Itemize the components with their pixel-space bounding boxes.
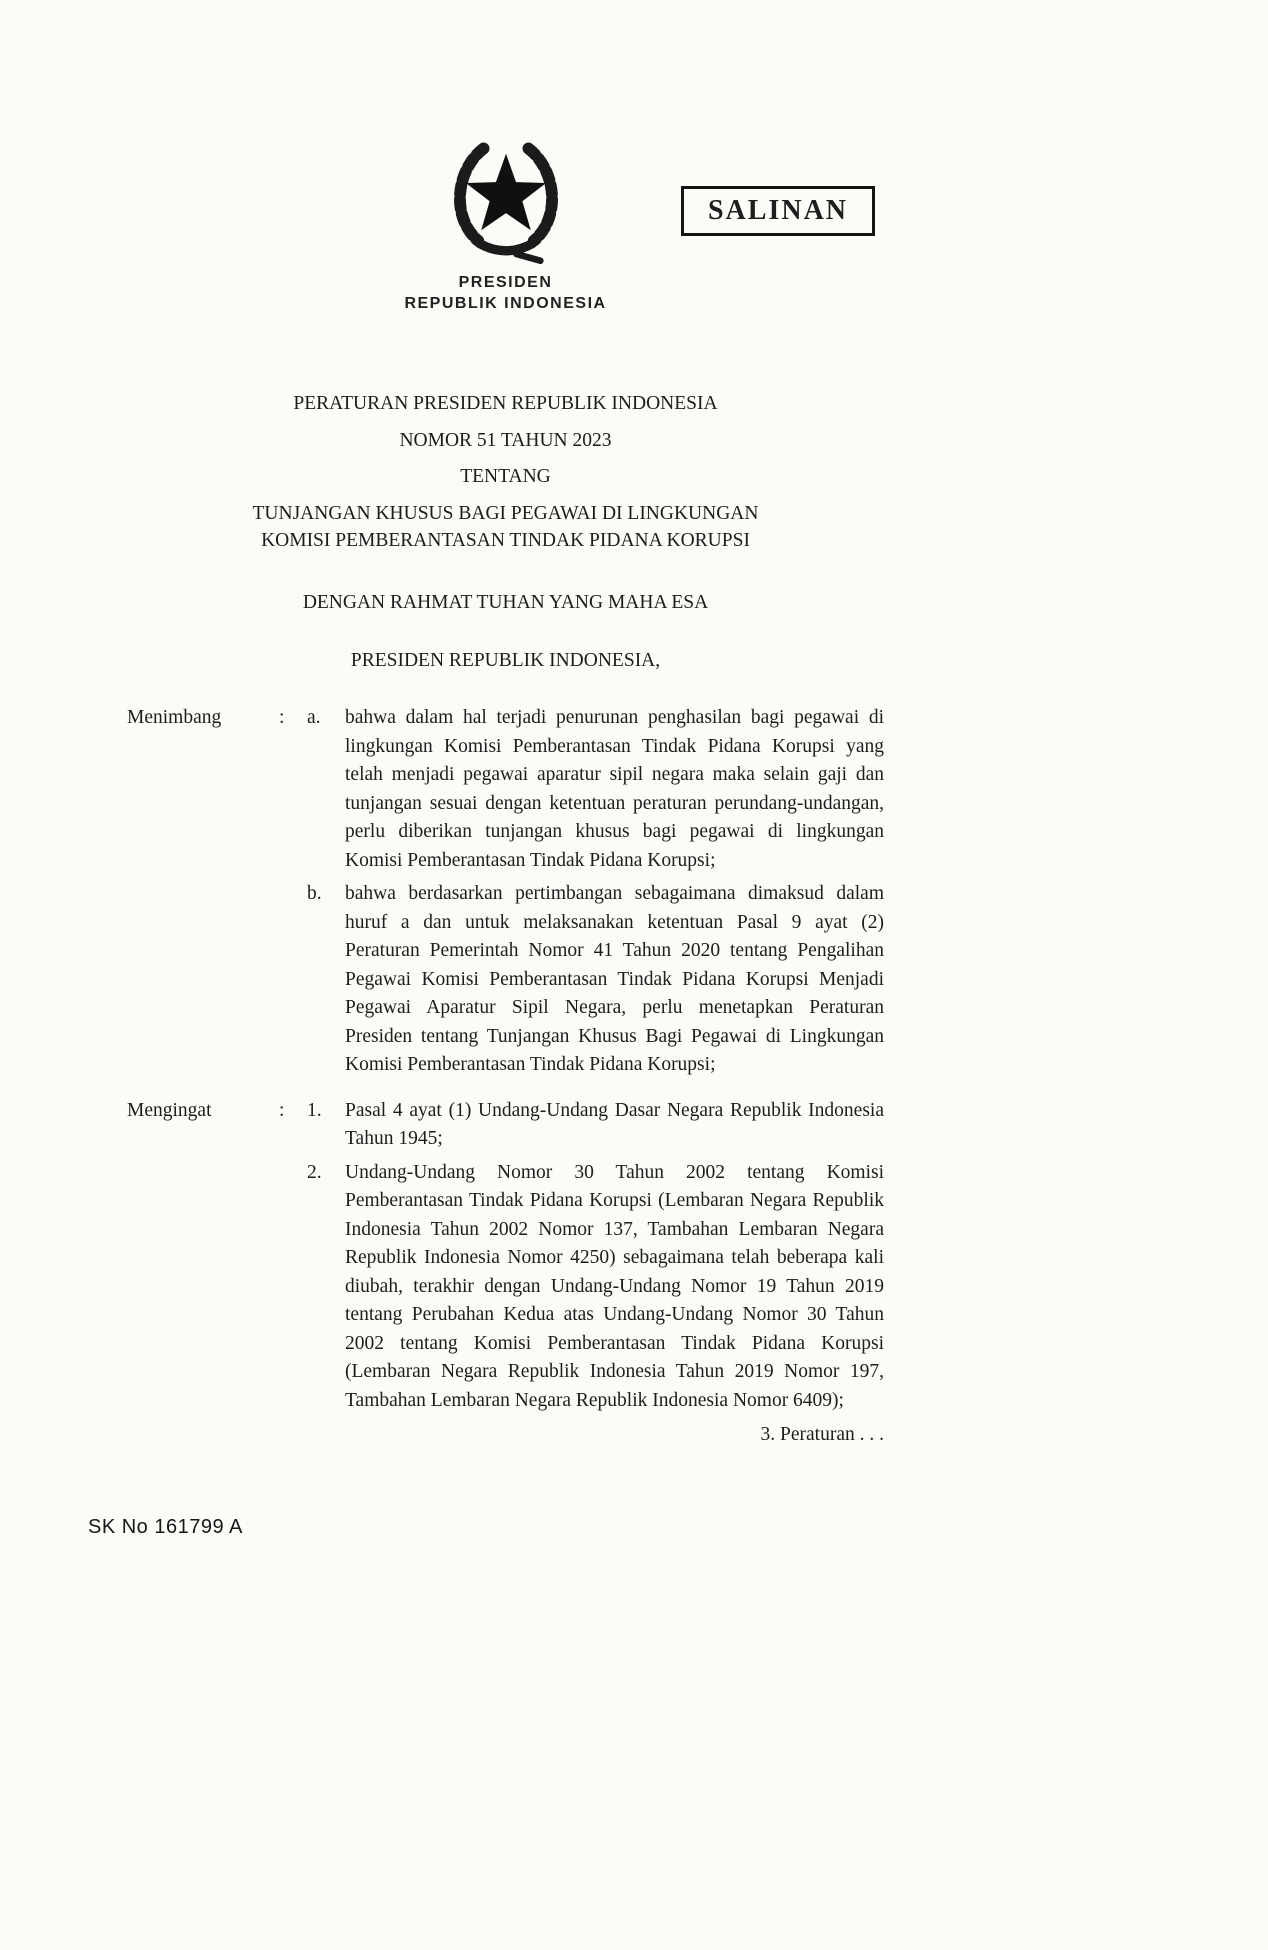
sk-registration-number: SK No 161799 A bbox=[88, 1516, 243, 1538]
emblem-wrap bbox=[127, 130, 884, 266]
recalling-label-spacer bbox=[127, 1159, 279, 1416]
letterhead bbox=[127, 130, 884, 313]
considering-colon-spacer bbox=[279, 880, 307, 1080]
document-body bbox=[127, 704, 884, 1415]
recalling-item-1-marker: 1. bbox=[307, 1099, 322, 1121]
considering-label-spacer bbox=[127, 880, 279, 1080]
title-number: NOMOR 51 TAHUN 2023 bbox=[399, 430, 612, 451]
page-continuation: 3. Peraturan . . . bbox=[760, 1424, 884, 1445]
recalling-item-2 bbox=[127, 1159, 884, 1416]
salinan-label: SALINAN bbox=[707, 195, 849, 226]
considering-item-b bbox=[127, 880, 884, 1080]
title-regulation: PERATURAN PRESIDEN REPUBLIK INDONESIA bbox=[293, 393, 718, 414]
recalling-colon: : bbox=[279, 1099, 285, 1121]
letterhead-presiden: PRESIDEN bbox=[458, 274, 553, 291]
considering-item-b-marker: b. bbox=[307, 883, 322, 904]
recalling-label: Mengingat bbox=[127, 1099, 212, 1121]
recalling-item-1-text: Pasal 4 ayat (1) Undang-Undang Dasar Negara Republik Indonesia Tahun 1945; bbox=[345, 1099, 884, 1149]
title-invocation: DENGAN RAHMAT TUHAN YANG MAHA ESA bbox=[302, 592, 709, 613]
title-tentang: TENTANG bbox=[460, 466, 551, 487]
recalling-item-2-text: Undang-Undang Nomor 30 Tahun 2002 tentang Komisi Pemberantasan Tindak Pidana Korupsi (Lembaran Negara Republik Indonesia Tahun 2002 Nomor 137, Tambahan Lembaran Negara Republik Indonesia Nomor 4250) sebagaimana telah beberapa kali diubah, terakhir dengan Undang-Undang Nomor 19 Tahun 2019 tentang Perubahan Kedua atas Undang-Undang Nomor 30 Tahun 2002 tentang Komisi Pemberantasan Tindak Pidana Korupsi (Lembaran Negara Republik Indonesia Tahun 2019 Nomor 197, Tambahan Lembaran Negara Republik Indonesia Nomor 6409); bbox=[345, 1161, 884, 1411]
presidential-star-emblem-icon bbox=[440, 130, 572, 266]
recalling-item-2-marker: 2. bbox=[307, 1161, 322, 1183]
considering-item-a-text: bahwa dalam hal terjadi penurunan penghasilan bagi pegawai di lingkungan Komisi Pemberantasan Tindak Pidana Korupsi yang telah menjadi pegawai aparatur sipil negara maka selain gaji dan tunjangan sesuai dengan ketentuan peraturan perundang-undangan, perlu diberikan tunjangan khusus bagi pegawai di lingkungan Komisi Pemberantasan Tindak Pidana Korupsi; bbox=[345, 707, 884, 871]
considering-item-a bbox=[127, 704, 884, 875]
letterhead-republik-indonesia: REPUBLIK INDONESIA bbox=[404, 295, 607, 312]
recalling-colon-spacer bbox=[279, 1159, 307, 1416]
considering-colon: : bbox=[279, 707, 285, 728]
considering-item-b-text: bahwa berdasarkan pertimbangan sebagaimana dimaksud dalam huruf a dan untuk melaksanakan ketentuan Pasal 9 ayat (2) Peraturan Pemerintah Nomor 41 Tahun 2020 tentang Pengalihan Pegawai Komisi Pemberantasan Tindak Pidana Korupsi Menjadi Pegawai Aparatur Sipil Negara, perlu menetapkan Peraturan Presiden tentang Tunjangan Khusus Bagi Pegawai di Lingkungan Komisi Pemberantasan Tindak Pidana Korupsi; bbox=[345, 883, 884, 1075]
title-authority: PRESIDEN REPUBLIK INDONESIA, bbox=[350, 650, 661, 671]
title-subject-line2: KOMISI PEMBERANTASAN TINDAK PIDANA KORUPSI bbox=[261, 530, 750, 551]
considering-label: Menimbang bbox=[127, 707, 222, 728]
title-subject-line1: TUNJANGAN KHUSUS BAGI PEGAWAI DI LINGKUNGAN bbox=[252, 503, 759, 524]
title-block bbox=[127, 392, 884, 672]
considering-item-a-marker: a. bbox=[307, 707, 321, 728]
recalling-item-1 bbox=[127, 1097, 884, 1154]
